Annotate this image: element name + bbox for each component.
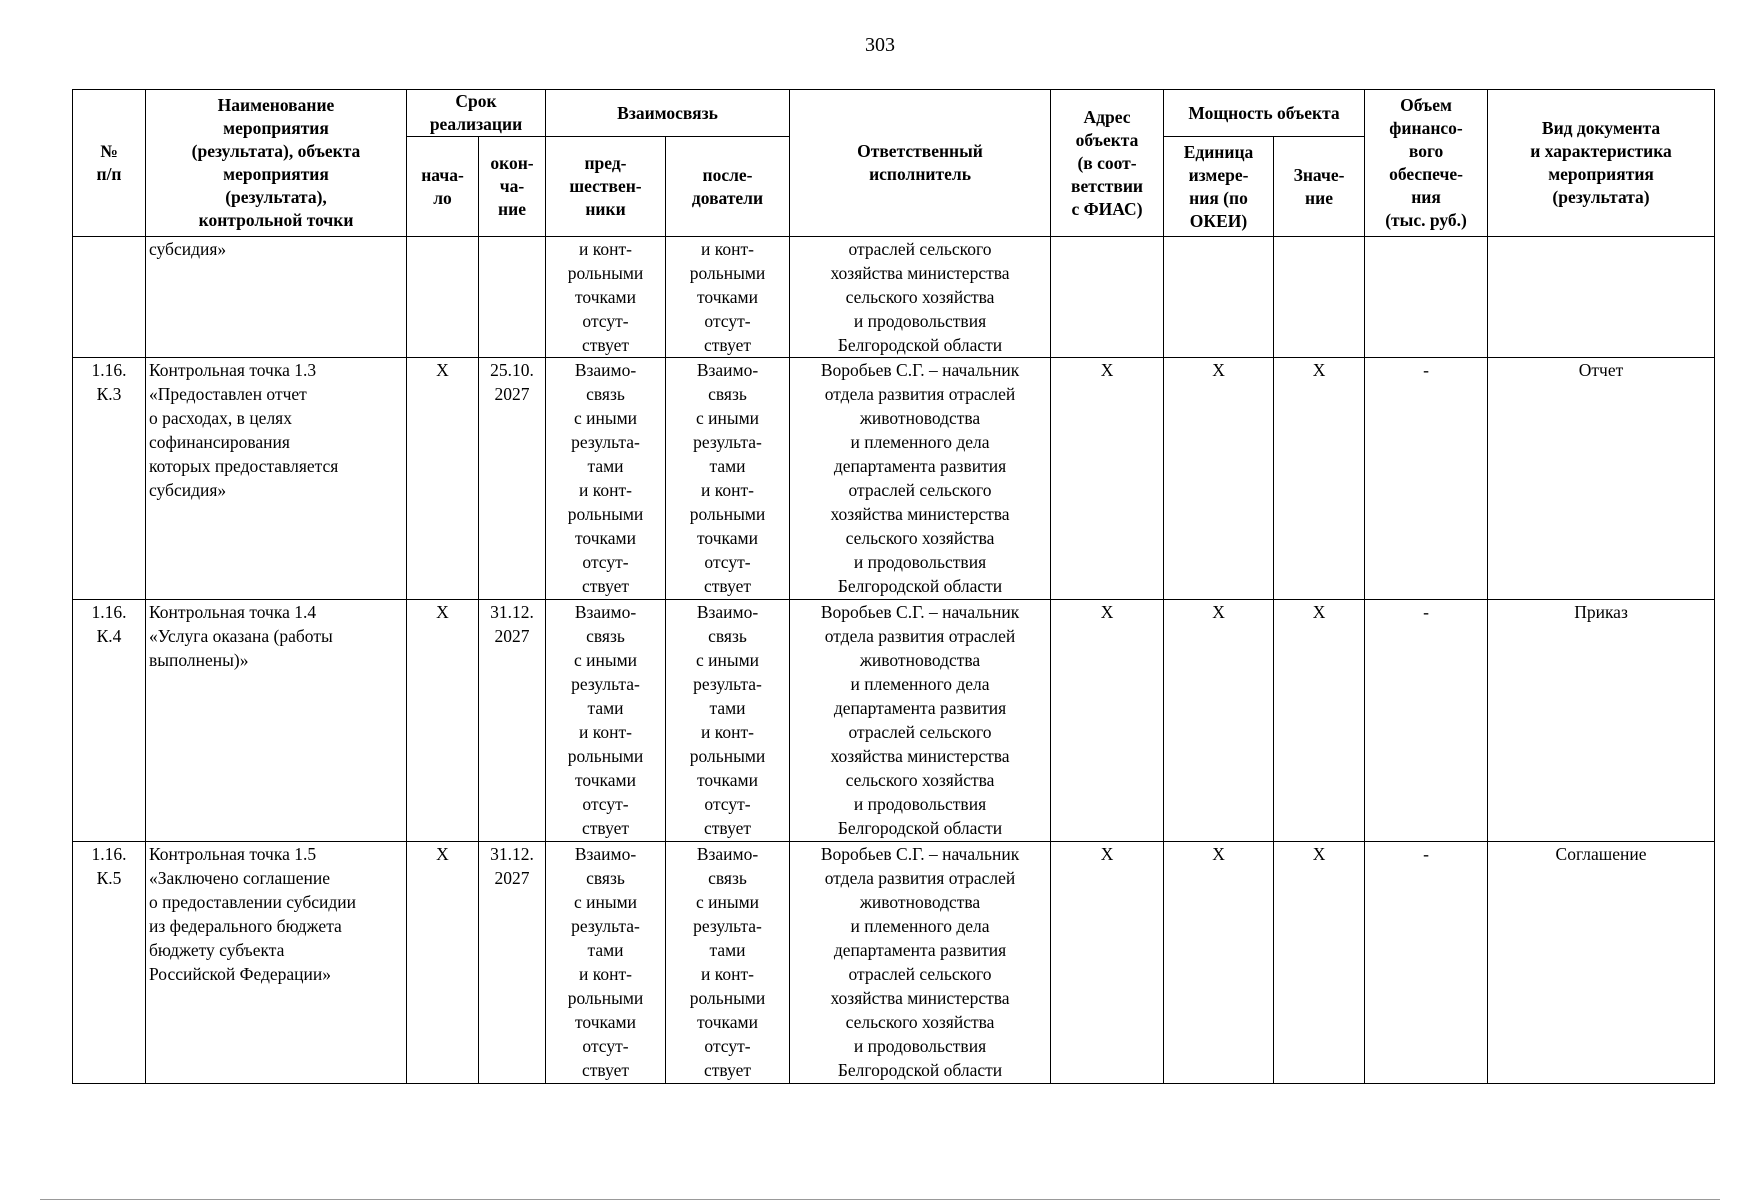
row-doc: [1488, 237, 1715, 358]
row-address: X: [1051, 358, 1164, 600]
header-capacity-unit: Единица измере- ния (по ОКЕИ): [1164, 137, 1274, 237]
row-value: X: [1274, 842, 1365, 1084]
header-address: Адрес объекта (в соот- ветствии с ФИАС): [1051, 90, 1164, 237]
row-responsible: отраслей сельского хозяйства министерства сельского хозяйства и продовольствия Белгородской области: [790, 237, 1051, 358]
row-finance: [1365, 237, 1488, 358]
row-end: 25.10. 2027: [479, 358, 546, 600]
header-term-start: нача- ло: [407, 137, 479, 237]
row-name: Контрольная точка 1.4 «Услуга оказана (работы выполнены)»: [146, 600, 407, 842]
header-capacity: Мощность объекта: [1164, 90, 1365, 137]
row-doc: Отчет: [1488, 358, 1715, 600]
row-end: [479, 237, 546, 358]
row-address: X: [1051, 842, 1164, 1084]
header-term: Срок реализации: [407, 90, 546, 137]
row-pred: Взаимо- связь с иными результа- тами и конт- рольными точками отсут- ствует: [546, 842, 666, 1084]
header-num: № п/п: [73, 90, 146, 237]
row-pred: и конт- рольными точками отсут- ствует: [546, 237, 666, 358]
header-responsible: Ответственный исполнитель: [790, 90, 1051, 237]
row-name: Контрольная точка 1.5 «Заключено соглашение о предоставлении субсидии из федерального бюджета бюджету субъекта Российской Федерации»: [146, 842, 407, 1084]
row-unit: X: [1164, 600, 1274, 842]
row-name: Контрольная точка 1.3 «Предоставлен отчет о расходах, в целях софинансирования которых предоставляется субсидия»: [146, 358, 407, 600]
row-num: 1.16. К.4: [73, 600, 146, 842]
row-finance: -: [1365, 358, 1488, 600]
row-post: и конт- рольными точками отсут- ствует: [666, 237, 790, 358]
row-post: Взаимо- связь с иными результа- тами и конт- рольными точками отсут- ствует: [666, 600, 790, 842]
row-start: X: [407, 358, 479, 600]
row-name: субсидия»: [146, 237, 407, 358]
row-num: 1.16. К.3: [73, 358, 146, 600]
header-capacity-value: Значе- ние: [1274, 137, 1365, 237]
row-address: X: [1051, 600, 1164, 842]
table-row: [73, 600, 1715, 842]
row-end: 31.12. 2027: [479, 600, 546, 842]
row-start: X: [407, 600, 479, 842]
header-doc-type: Вид документа и характеристика мероприятия (результата): [1488, 90, 1715, 237]
row-post: Взаимо- связь с иными результа- тами и конт- рольными точками отсут- ствует: [666, 358, 790, 600]
row-responsible: Воробьев С.Г. – начальник отдела развития отраслей животноводства и племенного дела департамента развития отраслей сельского хозяйства министерства сельского хозяйства и продовольствия Белгородской области: [790, 358, 1051, 600]
row-pred: Взаимо- связь с иными результа- тами и конт- рольными точками отсут- ствует: [546, 358, 666, 600]
row-end: 31.12. 2027: [479, 842, 546, 1084]
row-start: [407, 237, 479, 358]
header-name: Наименование мероприятия (результата), объекта мероприятия (результата), контрольной точки: [146, 90, 407, 237]
row-num: 1.16. К.5: [73, 842, 146, 1084]
header-relation-pred: пред- шествен- ники: [546, 137, 666, 237]
row-post: Взаимо- связь с иными результа- тами и конт- рольными точками отсут- ствует: [666, 842, 790, 1084]
row-value: [1274, 237, 1365, 358]
header-term-end: окон- ча- ние: [479, 137, 546, 237]
row-num: [73, 237, 146, 358]
row-unit: X: [1164, 842, 1274, 1084]
row-finance: -: [1365, 842, 1488, 1084]
header-relation-post: после- дователи: [666, 137, 790, 237]
page-number: 303: [865, 34, 895, 56]
row-finance: -: [1365, 600, 1488, 842]
control-points-table: [72, 89, 1715, 1084]
table-row-continuation: [73, 237, 1715, 358]
row-value: X: [1274, 358, 1365, 600]
table-row: [73, 842, 1715, 1084]
row-start: X: [407, 842, 479, 1084]
row-pred: Взаимо- связь с иными результа- тами и конт- рольными точками отсут- ствует: [546, 600, 666, 842]
row-value: X: [1274, 600, 1365, 842]
row-unit: X: [1164, 358, 1274, 600]
row-unit: [1164, 237, 1274, 358]
row-doc: Приказ: [1488, 600, 1715, 842]
row-doc: Соглашение: [1488, 842, 1715, 1084]
row-address: [1051, 237, 1164, 358]
row-responsible: Воробьев С.Г. – начальник отдела развития отраслей животноводства и племенного дела департамента развития отраслей сельского хозяйства министерства сельского хозяйства и продовольствия Белгородской области: [790, 842, 1051, 1084]
header-finance: Объем финансо- вого обеспече- ния (тыс. руб.): [1365, 90, 1488, 237]
header-relation: Взаимосвязь: [546, 90, 790, 137]
row-responsible: Воробьев С.Г. – начальник отдела развития отраслей животноводства и племенного дела департамента развития отраслей сельского хозяйства министерства сельского хозяйства и продовольствия Белгородской области: [790, 600, 1051, 842]
table-row: [73, 358, 1715, 600]
